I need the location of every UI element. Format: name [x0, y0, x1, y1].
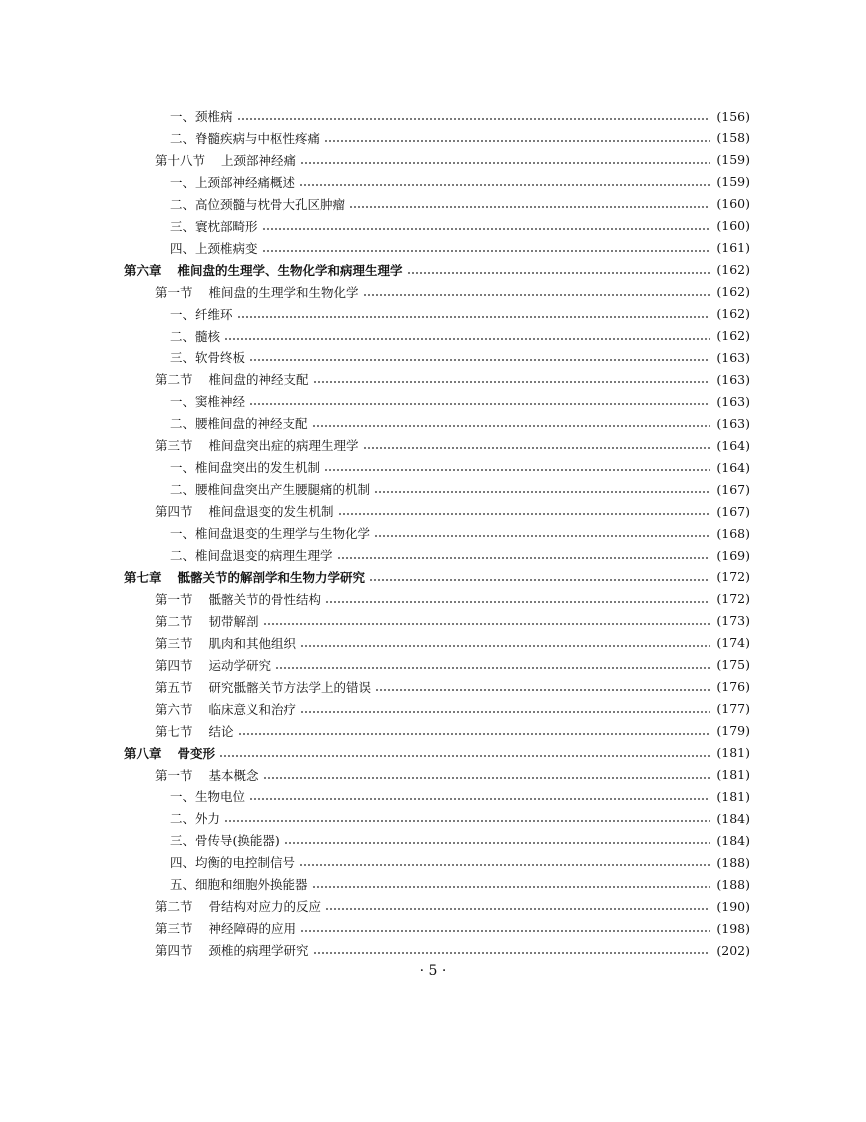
toc-item [170, 347, 750, 367]
toc-entry-title [170, 217, 258, 235]
toc-entry-page: (163) [716, 415, 750, 431]
toc-entry-page: (163) [716, 393, 750, 409]
toc-entry-page: (181) [716, 788, 750, 804]
toc-entry-title [170, 348, 245, 366]
toc-entry-number: 第二节 [155, 899, 193, 915]
toc-section [155, 940, 750, 960]
toc-entry-page: (162) [716, 306, 750, 322]
dot-leader [284, 842, 711, 844]
toc-item [170, 457, 750, 477]
dot-leader [312, 886, 711, 888]
toc-entry-page: (162) [716, 328, 750, 343]
toc-entry-page: (174) [716, 635, 750, 651]
dot-leader [219, 755, 710, 757]
toc-entry-text: 一、纤维环 [170, 306, 233, 322]
dot-leader [312, 425, 711, 427]
dot-leader [337, 557, 711, 559]
toc-entry-number: 第四节 [155, 657, 193, 673]
dot-leader [325, 908, 710, 910]
toc-entry-title [170, 239, 258, 257]
toc-entry-title [155, 766, 259, 784]
toc-section [155, 501, 750, 521]
toc-entry-title [155, 656, 271, 674]
toc-item [170, 391, 750, 411]
toc-entry-text: 一、上颈部神经痛概述 [170, 174, 296, 190]
toc-entry-number: 第一节 [155, 767, 193, 783]
toc-section [155, 150, 750, 170]
toc-entry-title [155, 502, 334, 520]
toc-entry-text: 椎间盘退变的发生机制 [208, 504, 334, 520]
dot-leader [238, 733, 711, 735]
toc-entry-page: (175) [716, 657, 750, 673]
dot-leader [263, 777, 711, 779]
toc-entry-title [155, 436, 359, 454]
toc-entry-page: (184) [716, 832, 750, 848]
dot-leader [324, 469, 710, 471]
dot-leader [313, 952, 711, 954]
page-number: · 5 · [419, 963, 447, 979]
toc-item [170, 194, 750, 214]
dot-leader [300, 930, 710, 932]
toc-entry-page: (162) [716, 262, 750, 278]
toc-entry-text: 三、骨传导(换能器) [170, 833, 280, 849]
toc-entry-page: (167) [716, 503, 750, 519]
toc-item [170, 874, 750, 894]
toc-entry-title [170, 107, 233, 125]
toc-entry-title [155, 678, 371, 696]
toc-entry-page: (163) [716, 349, 750, 365]
toc-entry-title [155, 370, 309, 388]
toc-entry-title [170, 195, 345, 213]
toc-entry-text: 颈椎的病理学研究 [208, 943, 309, 959]
toc-entry-page: (160) [716, 196, 750, 212]
toc-entry-page: (162) [716, 284, 750, 300]
toc-entry-number: 第一节 [155, 284, 193, 300]
dot-leader [263, 623, 711, 625]
toc-entry-title [170, 787, 245, 805]
dot-leader [338, 513, 711, 515]
dot-leader [313, 381, 711, 383]
dot-leader [299, 184, 710, 186]
toc-entry-text: 上颈部神经痛 [221, 152, 297, 168]
toc-section [155, 282, 750, 302]
toc-item [170, 852, 750, 872]
toc-entry-text: 二、脊髓疾病与中枢性疼痛 [170, 130, 321, 146]
dot-leader [262, 228, 711, 230]
toc-section [155, 633, 750, 653]
toc-item [170, 238, 750, 258]
dot-leader [275, 667, 710, 669]
toc-entry-text: 韧带解剖 [208, 613, 259, 629]
toc-entry-title [170, 305, 233, 323]
toc-entry-title [170, 831, 280, 849]
dot-leader [349, 206, 710, 208]
toc-entry-title [170, 809, 220, 827]
toc-entry-page: (172) [716, 591, 750, 607]
toc-entry-page: (167) [716, 481, 750, 497]
toc-entry-number: 第四节 [155, 943, 193, 959]
toc-entry-page: (188) [716, 854, 750, 870]
toc-entry-page: (176) [716, 679, 750, 695]
toc-section [155, 369, 750, 389]
toc-entry-number: 第三节 [155, 921, 193, 937]
toc-entry-page: (198) [716, 920, 750, 936]
toc-entry-title [170, 480, 370, 498]
toc-entry-text: 五、细胞和细胞外换能器 [170, 877, 308, 893]
toc-item [170, 479, 750, 499]
toc-entry-text: 椎间盘的神经支配 [208, 372, 309, 388]
toc-item [170, 172, 750, 192]
toc-entry-text: 基本概念 [208, 767, 259, 783]
toc-item [170, 523, 750, 543]
toc-chapter [124, 743, 750, 763]
toc-section [155, 896, 750, 916]
toc-entry-text: 肌肉和其他组织 [208, 635, 297, 651]
toc-entry-text: 一、生物电位 [170, 789, 246, 805]
toc-entry-title [124, 744, 215, 762]
toc-entry-page: (202) [716, 942, 750, 958]
toc-entry-page: (164) [716, 459, 750, 475]
toc-entry-page: (161) [716, 240, 750, 256]
toc-section [155, 435, 750, 455]
toc-entry-number: 第七节 [155, 723, 193, 739]
dot-leader [299, 864, 710, 866]
toc-section [155, 677, 750, 697]
toc-entry-title [155, 941, 309, 959]
toc-section [155, 589, 750, 609]
toc-entry-page: (177) [716, 701, 750, 717]
toc-entry-title [155, 700, 296, 718]
toc-entry-title [170, 173, 295, 191]
toc-entry-title [170, 546, 333, 564]
toc-entry-text: 二、髓核 [170, 328, 221, 344]
toc-entry-text: 二、腰椎间盘突出产生腰腿痛的机制 [170, 482, 371, 498]
toc-entry-number: 第二节 [155, 372, 193, 388]
toc-entry-title [155, 634, 296, 652]
toc-entry-text: 椎间盘突出症的病理生理学 [208, 438, 359, 454]
toc-entry-title [170, 414, 308, 432]
toc-item [170, 786, 750, 806]
dot-leader [249, 798, 710, 800]
toc-entry-title [124, 568, 365, 586]
toc-entry-text: 四、均衡的电控制信号 [170, 855, 296, 871]
toc-entry-number: 第十八节 [155, 152, 206, 168]
toc-entry-text: 一、椎间盘突出的发生机制 [170, 460, 321, 476]
dot-leader [249, 359, 710, 361]
toc-entry-title [170, 853, 295, 871]
toc-item [170, 326, 750, 346]
toc-entry-title [155, 919, 296, 937]
dot-leader [375, 689, 710, 691]
toc-entry-text: 骶髂关节的骨性结构 [208, 591, 322, 607]
toc-section [155, 655, 750, 675]
toc-entry-title [155, 590, 321, 608]
dot-leader [363, 294, 711, 296]
toc-entry-text: 运动学研究 [208, 657, 272, 673]
toc-section [155, 721, 750, 741]
toc-entry-text: 结论 [208, 723, 234, 739]
toc-entry-page: (169) [716, 547, 750, 563]
dot-leader [237, 316, 711, 318]
toc-entry-number: 第一节 [155, 591, 193, 607]
toc-entry-number: 第三节 [155, 438, 193, 454]
toc-entry-text: 一、椎间盘退变的生理学与生物化学 [170, 526, 371, 542]
toc-entry-page: (184) [716, 810, 750, 826]
toc-entry-title [170, 129, 320, 147]
toc-chapter [124, 260, 750, 280]
toc-item [170, 808, 750, 828]
toc-entry-text: 椎间盘的生理学、生物化学和病理生理学 [177, 262, 403, 278]
toc-entry-number: 第八章 [124, 745, 162, 761]
toc-entry-title [155, 151, 296, 169]
toc-entry-page: (172) [716, 569, 750, 585]
toc-entry-text: 临床意义和治疗 [208, 701, 297, 717]
dot-leader [374, 491, 710, 493]
toc-entry-number: 第二节 [155, 613, 193, 629]
toc-entry-text: 四、上颈椎病变 [170, 240, 258, 256]
toc-entry-number: 第七章 [124, 569, 162, 585]
toc-entry-text: 一、窦椎神经 [170, 394, 246, 410]
toc-entry-text: 骨结构对应力的反应 [208, 899, 322, 915]
toc-entry-page: (159) [716, 152, 750, 168]
toc-entry-page: (179) [716, 723, 750, 739]
toc-item [170, 304, 750, 324]
toc-section [155, 765, 750, 785]
toc-entry-page: (159) [716, 174, 750, 190]
toc-entry-text: 三、寰枕部畸形 [170, 218, 258, 234]
dot-leader [224, 338, 710, 340]
dot-leader [325, 601, 710, 603]
dot-leader [407, 272, 711, 274]
toc-item [170, 830, 750, 850]
dot-leader [300, 645, 710, 647]
toc-entry-text: 骶髂关节的解剖学和生物力学研究 [177, 569, 366, 585]
toc-entry-number: 第四节 [155, 504, 193, 520]
toc-entry-title [170, 524, 370, 542]
toc-entry-text: 二、外力 [170, 811, 221, 827]
dot-leader [369, 579, 710, 581]
toc-entry-title [170, 458, 320, 476]
toc-entry-page: (160) [716, 218, 750, 234]
toc-entry-page: (163) [716, 371, 750, 387]
toc-entry-text: 神经障碍的应用 [208, 921, 297, 937]
toc-entry-text: 一、颈椎病 [170, 109, 233, 124]
toc-entry-title [155, 722, 234, 740]
toc-entry-title [155, 897, 321, 915]
toc-entry-page: (188) [716, 876, 750, 892]
toc-entry-text: 三、软骨终板 [170, 350, 246, 366]
toc-entry-text: 椎间盘的生理学和生物化学 [208, 284, 359, 300]
toc-entry-page: (190) [716, 898, 750, 914]
dot-leader [224, 820, 710, 822]
toc-entry-number: 第三节 [155, 635, 193, 651]
toc-entry-page: (164) [716, 437, 750, 453]
toc-entry-page: (181) [716, 745, 750, 761]
toc-entry-text: 二、高位颈髓与枕骨大孔区肿瘤 [170, 196, 346, 212]
toc-entry-title [155, 283, 359, 301]
toc-item [170, 216, 750, 236]
toc-section [155, 699, 750, 719]
dot-leader [300, 162, 710, 164]
toc-entry-number: 第五节 [155, 679, 193, 695]
toc-section [155, 611, 750, 631]
toc-entry-page: (181) [716, 767, 750, 782]
toc-entry-title [124, 261, 403, 279]
toc-entry-text: 二、椎间盘退变的病理生理学 [170, 548, 333, 563]
toc-entry-number: 第六章 [124, 262, 162, 278]
dot-leader [363, 447, 711, 449]
toc-item [170, 128, 750, 148]
toc-entry-title [170, 392, 245, 410]
toc-item [170, 545, 750, 565]
toc-entry-page: (158) [716, 130, 750, 146]
dot-leader [262, 250, 711, 252]
toc-entry-text: 骨变形 [177, 745, 216, 761]
dot-leader [237, 118, 711, 120]
dot-leader [249, 403, 710, 405]
toc-section [155, 918, 750, 938]
toc-entry-text: 二、腰椎间盘的神经支配 [170, 416, 308, 432]
toc-entry-title [170, 327, 220, 345]
dot-leader [300, 711, 710, 713]
toc-entry-page: (168) [716, 525, 750, 541]
toc-item [170, 413, 750, 433]
toc-entry-number: 第六节 [155, 701, 193, 717]
toc-entry-page: (173) [716, 613, 750, 629]
toc-entry-page: (156) [716, 108, 750, 124]
toc-chapter [124, 567, 750, 587]
toc-entry-title [155, 612, 259, 630]
toc-item [170, 106, 750, 126]
toc-entry-title [170, 875, 308, 893]
dot-leader [374, 535, 710, 537]
toc-entry-text: 研究骶髂关节方法学上的错误 [208, 679, 372, 695]
dot-leader [324, 140, 710, 142]
